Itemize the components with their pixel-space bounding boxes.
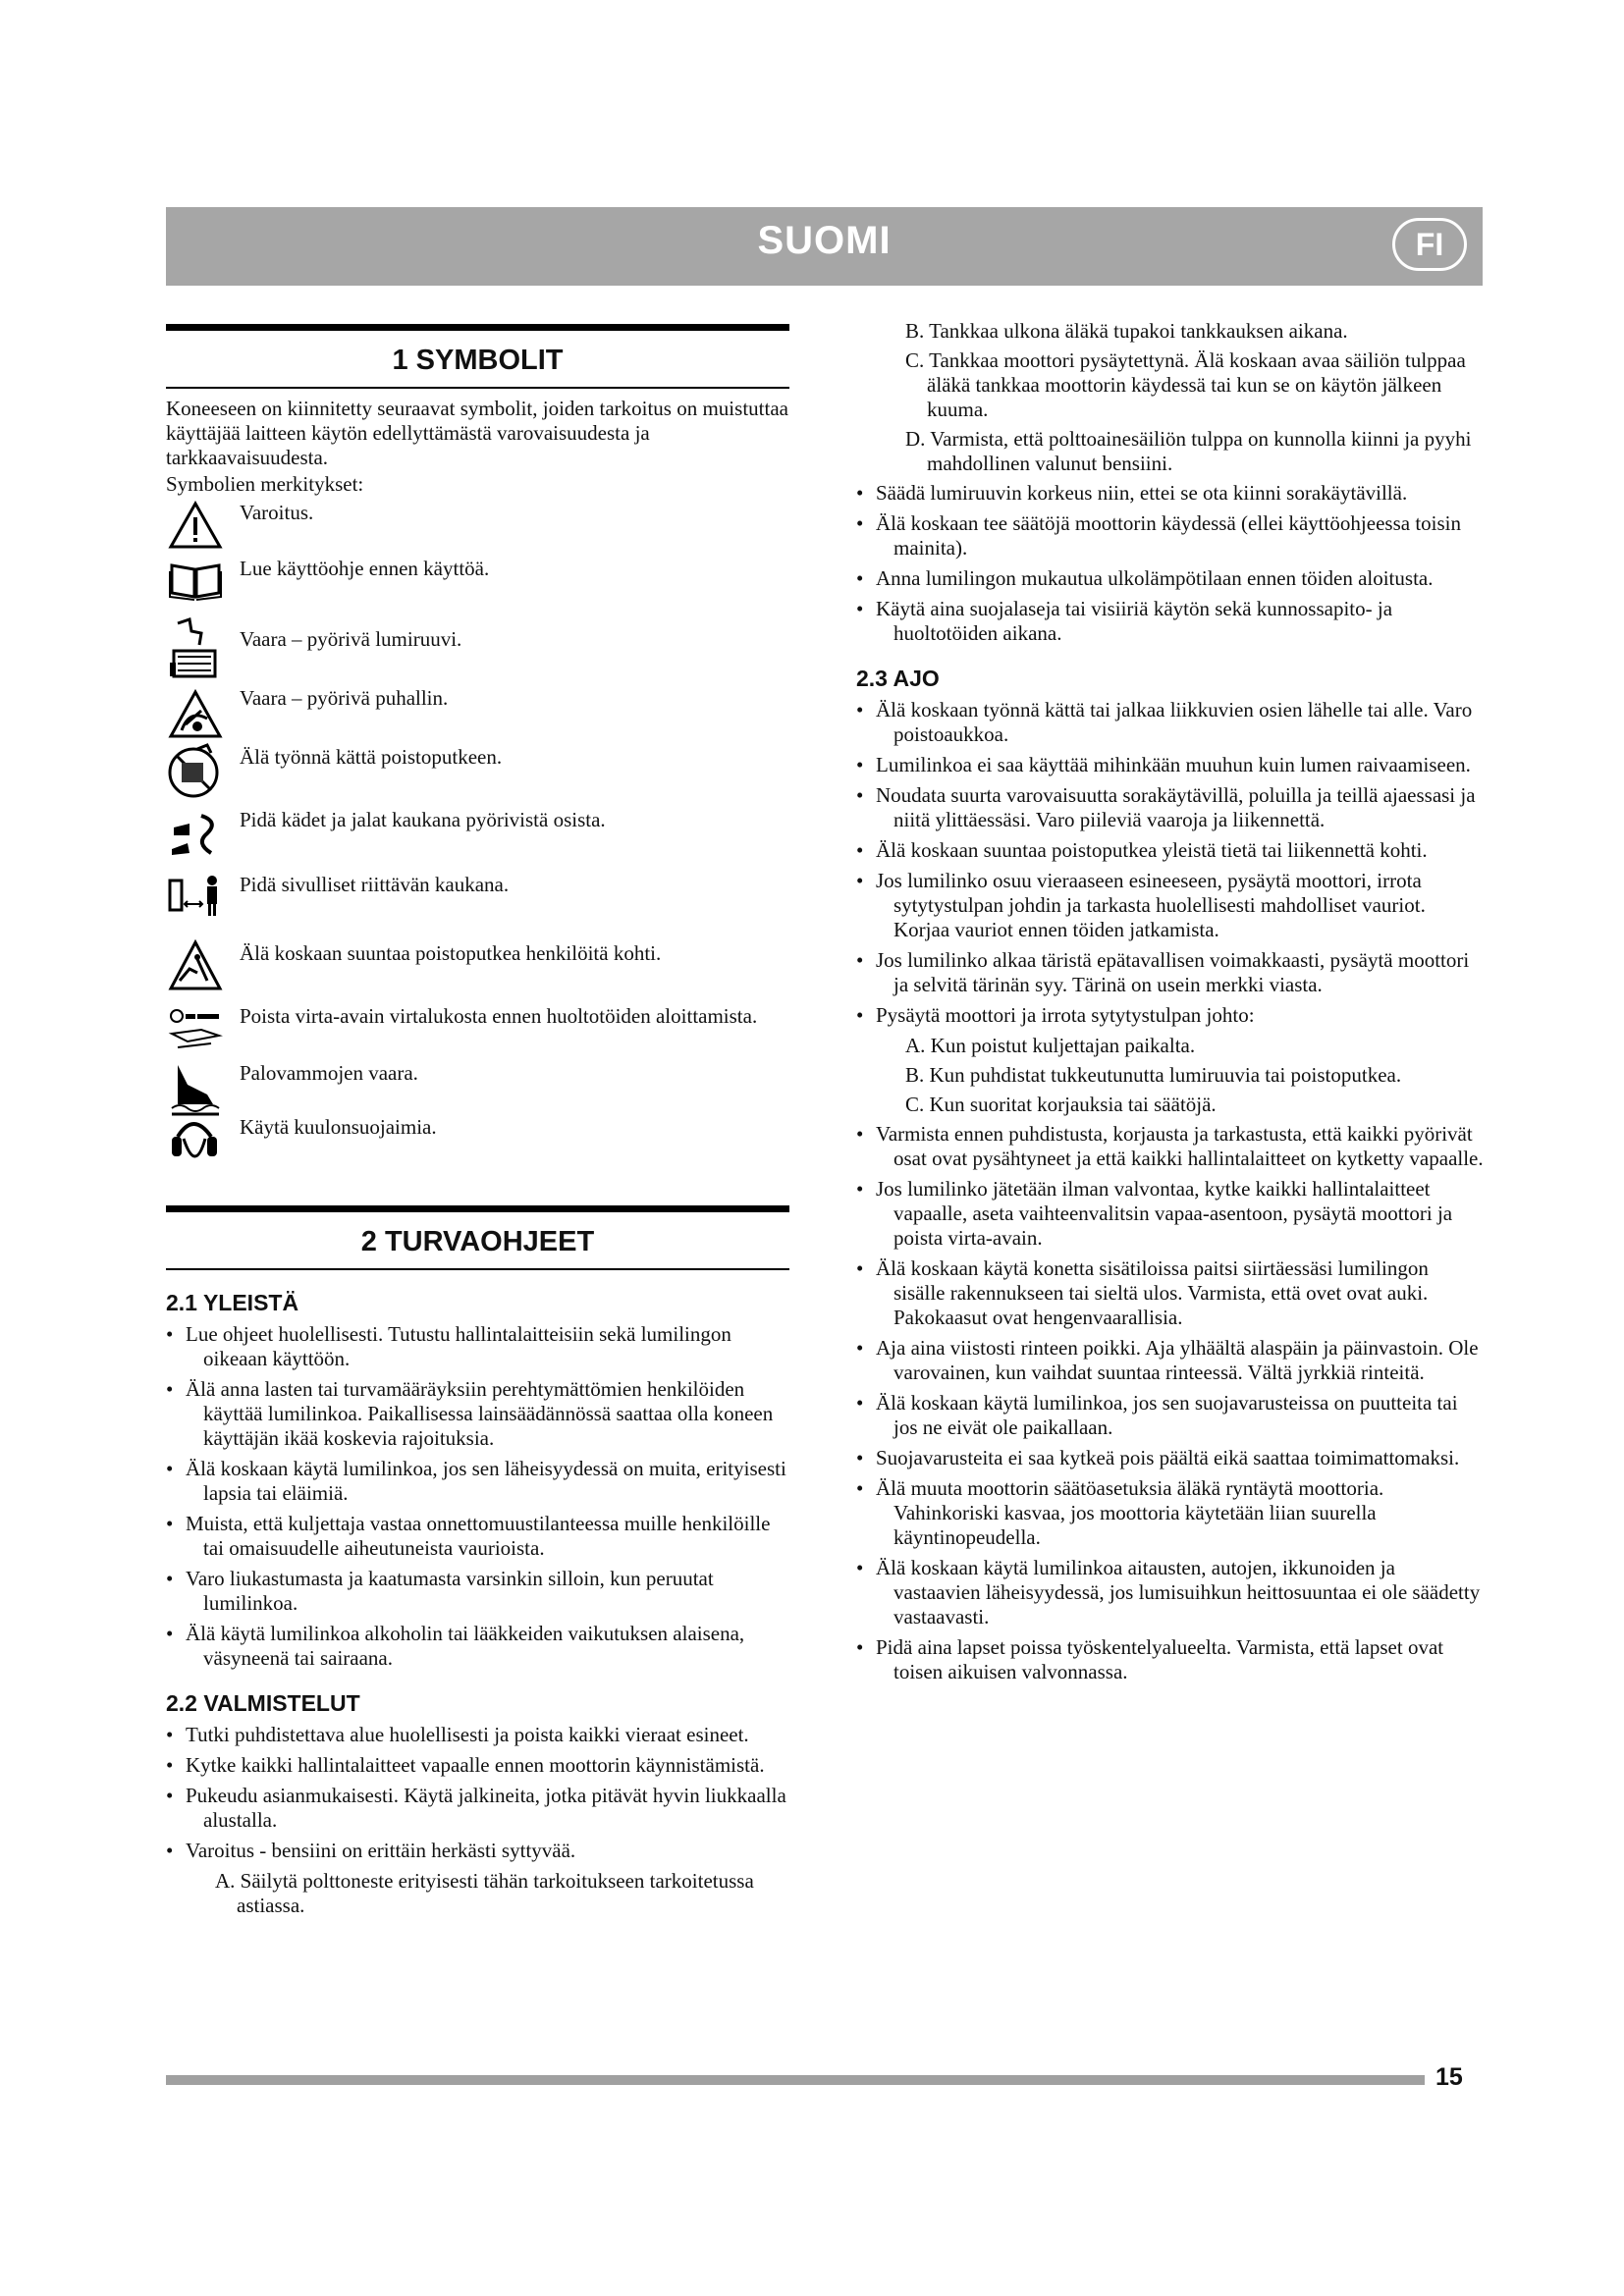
symbol-row [166,552,789,615]
section-1-intro: Koneeseen on kiinnitetty seuraavat symbolit, joiden tarkoitus on muistuttaa käyttäjää laitteen käytön edellyttämästä varovaisuudesta ja tarkkaavaisuudesta. [166,397,788,469]
symbol-text: Vaara – pyörivä puhallin. [240,686,449,710]
list-item: • Älä koskaan käytä konetta sisätiloissa paitsi siirtäessäsi lumilingon sisälle rakennukseen tai sieltä ulos. Varmista, että ovet ovat auki. Pakokaasut ovat hengenvaarallisia. [856,1256,1429,1329]
section-2-2-title: 2.2 VALMISTELUT [166,1690,360,1716]
list-item: • Käytä aina suojalaseja tai visiiriä käytön sekä kunnossapito- ja huoltotöiden aikana. [856,597,1393,645]
symbol-row [166,865,789,930]
warning-triangle-icon [168,501,223,550]
symbol-row [166,798,789,865]
list-item: • Älä koskaan käytä lumilinkoa aitausten, autojen, ikkunoiden ja vastaavien läheisyydessä, jos lumisuihkun heittosuuntaa ei ole säädetty vastaavasti. [856,1556,1481,1629]
list-item: • Varmista ennen puhdistusta, korjausta ja tarkastusta, että kaikki pyörivät osat ovat pysähtyneet ja että kaikki hallintalaitteet on kytketty vapaalle. [856,1122,1484,1170]
manual-book-icon [168,560,223,601]
list-item: • Aja aina viistosti rinteen poikki. Aja ylhäältä alaspäin ja päinvastoin. Ole varovainen, kun vaihdat suuntaa rinteessä. Vältä jyrkkiä rinteitä. [856,1336,1479,1384]
sub-item: C. Tankkaa moottori pysäytettynä. Älä koskaan avaa säiliön tulppaa äläkä tankkaa moottorin käydessä tai kun se on käytön jälkeen kuuma. [905,348,1466,421]
symbol-text: Poista virta-avain virtalukosta ennen huoltotöiden aloittamista. [240,1004,758,1028]
keep-hands-feet-away-icon [168,806,223,859]
list-item: • Jos lumilinko osuu vieraaseen esineeseen, pysäytä moottori, irrota sytytystulpan johdin ja tarkasta huolellisesti mahdolliset vauriot. Korjaa vauriot ennen töiden jatkamista. [856,869,1426,941]
section-2-2-list-continued [856,481,1485,646]
symbol-row [166,1115,789,1184]
section-2-1-list [166,1322,789,1671]
list-item: • Älä koskaan tee säätöjä moottorin käydessä (ellei käyttöohjeessa toisin mainita). [856,511,1461,560]
right-column [856,319,1485,1690]
no-hand-in-chute-icon [168,743,223,804]
list-item: • Anna lumilingon mukautua ulkolämpötilaan ennen töiden aloitusta. [856,566,1434,590]
list-item: • Säädä lumiruuvin korkeus niin, ettei se ota kiinni sorakäytävillä. [856,481,1408,505]
symbol-text: Älä työnnä kättä poistoputkeen. [240,745,503,769]
list-item: • Älä koskaan työnnä kättä tai jalkaa liikkuvien osien lähelle tai alle. Varo poistoaukkoa. [856,698,1473,746]
language-code-badge: FI [1392,218,1467,271]
symbol-row [166,1061,789,1115]
list-item: • Tutki puhdistettava alue huolellisesti ja poista kaikki vieraat esineet. [166,1723,749,1746]
list-item: • Noudata suurta varovaisuutta sorakäytävillä, poluilla ja teillä ajaessasi ja niitä ylittäessäsi. Varo piileviä vaaroja ja liikennettä. [856,783,1476,831]
list-item: • Älä anna lasten tai turvamääräyksiin perehtymättömien henkilöiden käyttää lumilinkoa. Paikallisessa lainsäädännössä saattaa olla koneen käyttäjän ikää koskevia rajoituksia. [166,1377,774,1450]
list-item: • Kytke kaikki hallintalaitteet vapaalle ennen moottorin käynnistämistä. [166,1753,765,1777]
left-column [166,324,789,1923]
section-2-title: 2 TURVAOHJEET [166,1205,789,1270]
list-item: • Pidä aina lapset poissa työskentelyalueelta. Varmista, että lapset ovat toisen aikuisen valvonnassa. [856,1635,1444,1683]
symbol-text: Pidä sivulliset riittävän kaukana. [240,873,510,896]
rotating-auger-icon [168,617,223,682]
header-banner [166,207,1483,286]
list-item: • Älä muuta moottorin säätöasetuksia äläkä ryntäytä moottoria. Vahinkoriski kasvaa, jos moottoria käytetään liian suurella käyntinopeudella. [856,1476,1384,1549]
bystanders-distance-icon [168,875,223,918]
symbol-row [166,930,789,998]
list-item: • Jos lumilinko jätetään ilman valvontaa, kytke kaikki hallintalaitteet vapaalle, aseta vaihteenvalitsin vapaa-asentoon, pysäytä moottori ja poista virta-avain. [856,1177,1453,1250]
sub-item: A. Kun poistut kuljettajan paikalta. [905,1034,1196,1057]
list-item: • Älä käytä lumilinkoa alkoholin tai lääkkeiden vaikutuksen alaisena, väsyneenä tai sairaana. [166,1622,745,1670]
sub-item: A. Säilytä polttoneste erityisesti tähän tarkoitukseen tarkoitetussa astiassa. [215,1869,754,1917]
symbol-text: Vaara – pyörivä lumiruuvi. [240,627,462,651]
symbol-text: Älä koskaan suuntaa poistoputkea henkilöitä kohti. [240,941,662,965]
symbol-text: Pidä kädet ja jalat kaukana pyörivistä osista. [240,808,606,831]
list-item: • Jos lumilinko alkaa täristä epätavallisen voimakkaasti, pysäytä moottori ja selvitä tärinän syy. Tärinä on usein merkki viasta. [856,948,1470,996]
symbol-text: Lue käyttöohje ennen käyttöä. [240,557,490,580]
list-item: • Varoitus - bensiini on erittäin herkästi syttyvää. [166,1839,576,1862]
list-item: • Älä koskaan suuntaa poistoputkea yleistä tietä tai liikennettä kohti. [856,838,1428,862]
ear-protection-icon [168,1115,223,1176]
symbol-meanings-label: Symbolien merkitykset: [166,472,364,496]
symbol-text: Varoitus. [240,501,314,524]
symbol-text: Käytä kuulonsuojaimia. [240,1115,437,1139]
section-2-3-list-continued [856,1122,1485,1684]
list-item: • Pysäytä moottori ja irrota sytytystulpan johto: [856,1003,1255,1027]
list-item: • Pukeudu asianmukaisesti. Käytä jalkineita, jotka pitävät hyvin liukkaalla alustalla. [166,1784,786,1832]
section-2-3-title: 2.3 AJO [856,666,940,691]
list-item: • Lumilinkoa ei saa käyttää mihinkään muuhun kuin lumen raivaamiseen. [856,753,1471,776]
symbol-row [166,501,789,552]
section-2-1-title: 2.1 YLEISTÄ [166,1290,299,1315]
language-title: SUOMI [757,219,892,262]
page-number: 15 [1435,2063,1463,2091]
chute-direction-icon [168,939,223,992]
section-2-2-list [166,1723,789,1863]
burn-hazard-icon [168,1061,223,1116]
symbol-row [166,998,789,1061]
remove-key-icon [168,1006,223,1055]
section-1-title: 1 SYMBOLIT [166,324,789,389]
list-item: • Suojavarusteita ei saa kytkeä pois päältä eikä saattaa toimimattomaksi. [856,1446,1460,1469]
sub-item: B. Tankkaa ulkona äläkä tupakoi tankkauksen aikana. [905,319,1348,343]
symbol-row [166,681,789,735]
list-item: • Lue ohjeet huolellisesti. Tutustu hallintalaitteisiin sekä lumilingon oikeaan käyttöön. [166,1322,731,1370]
sub-item: B. Kun puhdistat tukkeutunutta lumiruuvia tai poistoputkea. [905,1063,1402,1087]
list-item: • Varo liukastumasta ja kaatumasta varsinkin silloin, kun peruutat lumilinkoa. [166,1567,714,1615]
symbol-row [166,615,789,681]
sub-item: D. Varmista, että polttoainesäiliön tulppa on kunnolla kiinni ja pyyhi mahdollinen valunut bensiini. [905,427,1472,475]
list-item: • Älä koskaan käytä lumilinkoa, jos sen suojavarusteissa on puutteita tai jos ne eivät ole paikallaan. [856,1391,1458,1439]
rotating-fan-icon [168,689,223,740]
symbol-row [166,735,789,798]
section-2-3-list [856,698,1485,1028]
list-item: • Muista, että kuljettaja vastaa onnettomuustilanteessa muille henkilöille tai omaisuudelle aiheutuneista vaurioista. [166,1512,771,1560]
sub-item: C. Kun suoritat korjauksia tai säätöjä. [905,1093,1217,1116]
list-item: • Älä koskaan käytä lumilinkoa, jos sen läheisyydessä on muita, erityisesti lapsia tai eläimiä. [166,1457,786,1505]
footer-bar [166,2075,1425,2085]
symbol-text: Palovammojen vaara. [240,1061,418,1085]
